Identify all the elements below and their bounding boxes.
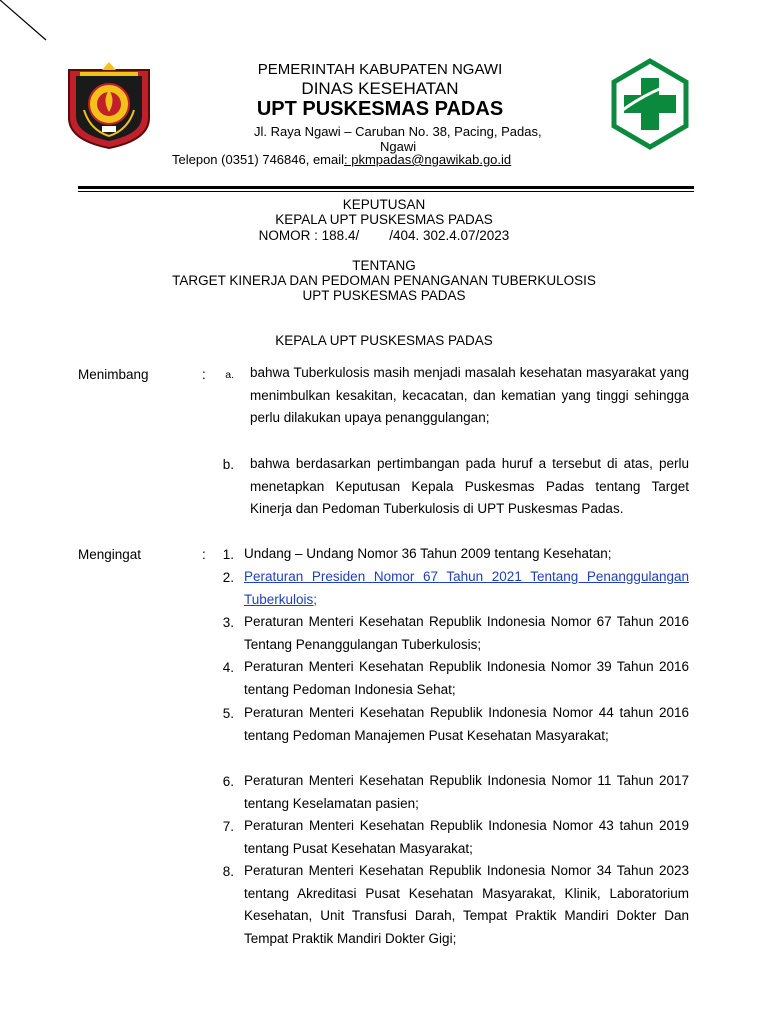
mengingat-item-8: Peraturan Menteri Kesehatan Republik Indonesia Nomor 34 Tahun 2023 tentang Akreditasi Pusat Kesehatan Masyarakat, Klinik, Laboratorium Kesehatan, Unit Transfusi Darah, Tempat Praktik Mandiri Dokter Dan Tempat Praktik Mandiri Dokter Gigi; <box>244 863 689 947</box>
menimbang-item-a: bahwa Tuberkulosis masih menjadi masalah kesehatan masyarakat yang menimbulkan kesakitan, kecacatan, dan kematian yang tinggi sehingga perlu dilakukan upaya penanggulangan; <box>250 365 689 426</box>
letterhead-department: DINAS KESEHATAN <box>301 79 459 98</box>
decree-subject-org: UPT PUSKESMAS PADAS <box>302 288 466 303</box>
ngawi-regency-crest-logo <box>66 60 152 150</box>
mengingat-marker-5: 5. <box>222 706 234 721</box>
mengingat-colon: : <box>202 547 206 562</box>
mengingat-marker-4: 4. <box>222 660 234 675</box>
letterhead-contact <box>172 152 511 167</box>
decree-about: TENTANG <box>352 258 416 273</box>
decree-number: NOMOR : 188.4/ /404. 302.4.07/2023 <box>258 228 510 243</box>
letterhead-government: PEMERINTAH KABUPATEN NGAWI <box>257 61 503 78</box>
mengingat-item-7: Peraturan Menteri Kesehatan Republik Indonesia Nomor 43 tahun 2019 tentang Pusat Kesehatan Masyarakat; <box>244 818 689 856</box>
mengingat-item-4: Peraturan Menteri Kesehatan Republik Indonesia Nomor 39 Tahun 2016 tentang Pedoman Indonesia Sehat; <box>244 659 689 697</box>
letterhead-address-line2: Ngawi <box>380 139 417 154</box>
mengingat-marker-7: 7. <box>222 819 234 834</box>
mengingat-marker-2: 2. <box>222 570 234 585</box>
mengingat-item-3: Peraturan Menteri Kesehatan Republik Indonesia Nomor 67 Tahun 2016 Tentang Penanggulangan Tuberkulosis; <box>244 614 689 652</box>
mengingat-item-2-link[interactable]: Peraturan Presiden Nomor 67 Tahun 2021 Tentang Penanggulangan Tuberkulois; <box>244 569 689 607</box>
menimbang-marker-b: b. <box>222 457 234 472</box>
mengingat-item-1: Undang – Undang Nomor 36 Tahun 2009 tentang Kesehatan; <box>244 546 612 561</box>
mengingat-item-6: Peraturan Menteri Kesehatan Republik Indonesia Nomor 11 Tahun 2017 tentang Keselamatan pasien; <box>244 773 689 811</box>
mengingat-marker-6: 6. <box>222 774 234 789</box>
decree-official: KEPALA UPT PUSKESMAS PADAS <box>275 333 493 348</box>
mengingat-marker-1: 1. <box>222 547 234 562</box>
mengingat-marker-3: 3. <box>222 615 234 630</box>
decree-issuer: KEPALA UPT PUSKESMAS PADAS <box>275 212 493 227</box>
corner-diagonal-line <box>0 0 50 44</box>
mengingat-label: Mengingat <box>78 547 142 562</box>
contact-phone: Telepon (0351) 746846, email <box>172 152 345 167</box>
letterhead-institution: UPT PUSKESMAS PADAS <box>256 98 504 120</box>
letterhead-address-line1: Jl. Raya Ngawi – Caruban No. 38, Pacing, Padas, <box>254 124 542 139</box>
menimbang-marker-a: a. <box>225 369 234 381</box>
menimbang-item-b: bahwa berdasarkan pertimbangan pada huruf a tersebut di atas, perlu menetapkan Keputusan Kepala Puskesmas Padas tentang Target Kinerja dan Pedoman Tuberkulosis di UPT Puskesmas Padas. <box>250 456 689 517</box>
puskesmas-emblem-logo <box>610 58 690 150</box>
letterhead-rule-thick <box>78 186 694 189</box>
decree-heading: KEPUTUSAN <box>342 197 426 212</box>
menimbang-colon: : <box>202 367 206 382</box>
mengingat-marker-8: 8. <box>222 864 234 879</box>
mengingat-item-5: Peraturan Menteri Kesehatan Republik Indonesia Nomor 44 tahun 2016 tentang Pedoman Manajemen Pusat Kesehatan Masyarakat; <box>244 705 689 743</box>
decree-subject: TARGET KINERJA DAN PEDOMAN PENANGANAN TUBERKULOSIS <box>172 273 596 288</box>
contact-email[interactable]: : pkmpadas@ngawikab.go.id <box>344 152 512 167</box>
letterhead-rule-thin <box>78 191 694 192</box>
menimbang-label: Menimbang <box>78 367 149 382</box>
